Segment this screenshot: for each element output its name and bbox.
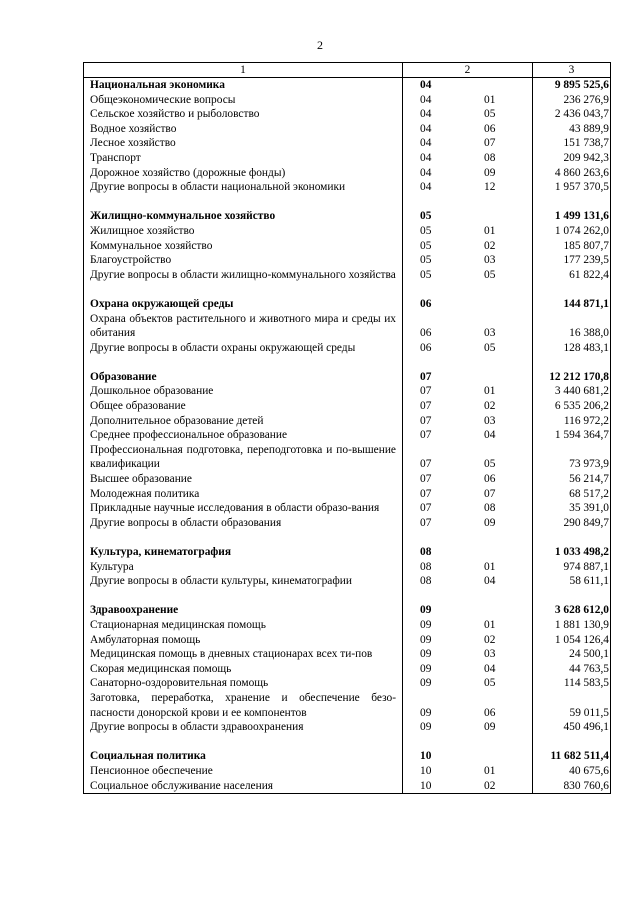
row-codes — [403, 224, 533, 239]
row-codes — [403, 779, 533, 794]
spacer-row — [84, 735, 611, 750]
row-amount: 144 871,1 — [533, 297, 611, 312]
row-codes — [403, 122, 533, 137]
section-code: 05 — [420, 210, 432, 223]
section-code: 04 — [420, 93, 432, 106]
section-total-row — [84, 209, 611, 224]
row-amount: 44 763,5 — [533, 662, 611, 677]
row-amount: 1 033 498,2 — [533, 545, 611, 560]
row-name: Культура — [84, 560, 403, 575]
row-codes — [403, 603, 533, 618]
row-amount: 58 611,1 — [533, 574, 611, 589]
table-row — [84, 122, 611, 137]
spacer-cell — [84, 589, 403, 604]
row-name: Прикладные научные исследования в области образо-вания — [84, 501, 403, 516]
subsection-code: 05 — [484, 458, 496, 471]
subsection-code: 06 — [484, 473, 496, 486]
row-name: Социальное обслуживание населения — [84, 779, 403, 794]
table-row — [84, 662, 611, 677]
section-code: 04 — [420, 108, 432, 121]
section-code: 04 — [420, 122, 432, 135]
section-code: 06 — [420, 297, 432, 310]
subsection-code: 01 — [484, 224, 496, 237]
table-row — [84, 414, 611, 429]
table-row — [84, 341, 611, 356]
row-codes — [403, 647, 533, 662]
row-codes — [403, 516, 533, 531]
row-name: Социальная политика — [84, 749, 403, 764]
row-codes — [403, 633, 533, 648]
row-name: Лесное хозяйство — [84, 136, 403, 151]
row-amount: 185 807,7 — [533, 239, 611, 254]
section-total-row — [84, 749, 611, 764]
section-code: 04 — [420, 137, 432, 150]
spacer-cell — [533, 530, 611, 545]
subsection-code: 02 — [484, 400, 496, 413]
row-name: Другие вопросы в области культуры, кинематографии — [84, 574, 403, 589]
row-amount: 450 496,1 — [533, 720, 611, 735]
row-amount: 1 074 262,0 — [533, 224, 611, 239]
row-amount: 974 887,1 — [533, 560, 611, 575]
row-codes — [403, 399, 533, 414]
table-body — [84, 78, 611, 794]
row-codes — [403, 151, 533, 166]
row-amount: 128 483,1 — [533, 341, 611, 356]
row-name: Медицинская помощь в дневных стационарах всех ти-пов — [84, 647, 403, 662]
spacer-cell — [403, 282, 533, 297]
subsection-code: 09 — [484, 516, 496, 529]
subsection-code: 02 — [484, 779, 496, 792]
row-codes — [403, 501, 533, 516]
row-codes — [403, 691, 533, 720]
section-code: 09 — [420, 648, 432, 661]
spacer-cell — [403, 355, 533, 370]
row-codes — [403, 78, 533, 93]
section-code: 07 — [420, 429, 432, 442]
row-amount: 68 517,2 — [533, 487, 611, 502]
subsection-code: 06 — [484, 122, 496, 135]
row-amount: 16 388,0 — [533, 312, 611, 341]
table-row — [84, 268, 611, 283]
row-amount: 177 239,5 — [533, 253, 611, 268]
section-code: 09 — [420, 677, 432, 690]
section-code: 06 — [420, 341, 432, 354]
spacer-row — [84, 589, 611, 604]
row-codes — [403, 676, 533, 691]
row-codes — [403, 166, 533, 181]
subsection-code: 03 — [484, 648, 496, 661]
section-code: 09 — [420, 721, 432, 734]
row-codes — [403, 268, 533, 283]
column-header-amount: 3 — [533, 63, 611, 78]
table-row — [84, 501, 611, 516]
row-name: Высшее образование — [84, 472, 403, 487]
table-row — [84, 253, 611, 268]
page-number: 2 — [317, 38, 323, 52]
row-name: Другие вопросы в области охраны окружающей среды — [84, 341, 403, 356]
row-name: Заготовка, переработка, хранение и обеспечение безо-пасности донорской крови и ее компонентов — [84, 691, 403, 720]
row-amount: 1 054 126,4 — [533, 633, 611, 648]
row-amount: 116 972,2 — [533, 414, 611, 429]
section-code: 07 — [420, 414, 432, 427]
row-amount: 35 391,0 — [533, 501, 611, 516]
row-codes — [403, 560, 533, 575]
section-code: 05 — [420, 239, 432, 252]
table-row — [84, 779, 611, 794]
subsection-code: 09 — [484, 721, 496, 734]
subsection-code: 06 — [484, 706, 496, 719]
row-name: Коммунальное хозяйство — [84, 239, 403, 254]
row-name: Молодежная политика — [84, 487, 403, 502]
table-row — [84, 487, 611, 502]
row-amount: 114 583,5 — [533, 676, 611, 691]
row-name: Другие вопросы в области здравоохранения — [84, 720, 403, 735]
row-amount: 830 760,6 — [533, 779, 611, 794]
row-name: Транспорт — [84, 151, 403, 166]
row-amount: 236 276,9 — [533, 93, 611, 108]
row-amount: 73 973,9 — [533, 443, 611, 472]
subsection-code: 01 — [484, 93, 496, 106]
spacer-cell — [403, 589, 533, 604]
spacer-cell — [403, 735, 533, 750]
section-code: 07 — [420, 473, 432, 486]
section-total-row — [84, 545, 611, 560]
section-code: 10 — [420, 750, 432, 763]
subsection-code: 05 — [484, 341, 496, 354]
table-row — [84, 428, 611, 443]
row-codes — [403, 472, 533, 487]
spacer-cell — [403, 530, 533, 545]
section-total-row — [84, 297, 611, 312]
row-codes — [403, 341, 533, 356]
row-amount: 4 860 263,6 — [533, 166, 611, 181]
subsection-code: 01 — [484, 560, 496, 573]
row-amount: 56 214,7 — [533, 472, 611, 487]
spacer-cell — [84, 355, 403, 370]
table-row — [84, 151, 611, 166]
section-code: 04 — [420, 181, 432, 194]
row-amount: 209 942,3 — [533, 151, 611, 166]
subsection-code: 03 — [484, 414, 496, 427]
spacer-row — [84, 282, 611, 297]
subsection-code: 02 — [484, 239, 496, 252]
spacer-cell — [84, 195, 403, 210]
section-code: 08 — [420, 575, 432, 588]
row-name: Санаторно-оздоровительная помощь — [84, 676, 403, 691]
row-amount: 9 895 525,6 — [533, 78, 611, 93]
spacer-row — [84, 530, 611, 545]
section-code: 05 — [420, 268, 432, 281]
row-name: Сельское хозяйство и рыболовство — [84, 107, 403, 122]
table-row — [84, 647, 611, 662]
row-amount: 1 499 131,6 — [533, 209, 611, 224]
table-row — [84, 633, 611, 648]
spacer-cell — [533, 195, 611, 210]
row-amount: 59 011,5 — [533, 691, 611, 720]
subsection-code: 08 — [484, 502, 496, 515]
section-code: 08 — [420, 560, 432, 573]
row-codes — [403, 312, 533, 341]
table-row — [84, 764, 611, 779]
row-name: Национальная экономика — [84, 78, 403, 93]
table-row — [84, 676, 611, 691]
subsection-code: 05 — [484, 108, 496, 121]
row-name: Среднее профессиональное образование — [84, 428, 403, 443]
section-code: 05 — [420, 254, 432, 267]
spacer-row — [84, 355, 611, 370]
spacer-cell — [533, 282, 611, 297]
row-name: Дошкольное образование — [84, 384, 403, 399]
row-codes — [403, 749, 533, 764]
table-row — [84, 384, 611, 399]
row-name: Общее образование — [84, 399, 403, 414]
table-row — [84, 93, 611, 108]
subsection-code: 04 — [484, 429, 496, 442]
section-total-row — [84, 78, 611, 93]
row-amount: 61 822,4 — [533, 268, 611, 283]
subsection-code: 05 — [484, 677, 496, 690]
row-name: Охрана объектов растительного и животного мира и среды их обитания — [84, 312, 403, 341]
row-codes — [403, 253, 533, 268]
table-row — [84, 136, 611, 151]
row-amount: 1 594 364,7 — [533, 428, 611, 443]
row-name: Жилищное хозяйство — [84, 224, 403, 239]
row-codes — [403, 720, 533, 735]
row-amount: 151 738,7 — [533, 136, 611, 151]
row-codes — [403, 93, 533, 108]
spacer-cell — [403, 195, 533, 210]
row-codes — [403, 209, 533, 224]
row-name: Другие вопросы в области жилищно-коммунального хозяйства — [84, 268, 403, 283]
subsection-code: 09 — [484, 166, 496, 179]
row-codes — [403, 487, 533, 502]
row-codes — [403, 370, 533, 385]
subsection-code: 07 — [484, 487, 496, 500]
row-name: Культура, кинематография — [84, 545, 403, 560]
spacer-cell — [84, 530, 403, 545]
row-name: Образование — [84, 370, 403, 385]
section-code: 07 — [420, 400, 432, 413]
row-codes — [403, 428, 533, 443]
section-code: 07 — [420, 370, 432, 383]
row-codes — [403, 618, 533, 633]
table-row — [84, 516, 611, 531]
row-codes — [403, 239, 533, 254]
section-code: 04 — [420, 151, 432, 164]
row-amount: 12 212 170,8 — [533, 370, 611, 385]
row-name: Здравоохранение — [84, 603, 403, 618]
subsection-code: 01 — [484, 764, 496, 777]
row-amount: 2 436 043,7 — [533, 107, 611, 122]
subsection-code: 08 — [484, 151, 496, 164]
spacer-cell — [84, 735, 403, 750]
row-name: Пенсионное обеспечение — [84, 764, 403, 779]
table-row — [84, 574, 611, 589]
row-name: Другие вопросы в области образования — [84, 516, 403, 531]
row-name: Другие вопросы в области национальной экономики — [84, 180, 403, 195]
table-row — [84, 180, 611, 195]
subsection-code: 01 — [484, 385, 496, 398]
row-name: Стационарная медицинская помощь — [84, 618, 403, 633]
column-header-codes: 2 — [403, 63, 533, 78]
section-total-row — [84, 370, 611, 385]
spacer-cell — [533, 589, 611, 604]
row-amount: 290 849,7 — [533, 516, 611, 531]
subsection-code: 01 — [484, 618, 496, 631]
row-amount: 1 881 130,9 — [533, 618, 611, 633]
section-total-row — [84, 603, 611, 618]
table-row — [84, 472, 611, 487]
table-header-row — [84, 63, 611, 78]
row-name: Водное хозяйство — [84, 122, 403, 137]
subsection-code: 02 — [484, 633, 496, 646]
spacer-cell — [533, 735, 611, 750]
row-amount: 43 889,9 — [533, 122, 611, 137]
section-code: 09 — [420, 662, 432, 675]
spacer-cell — [84, 282, 403, 297]
table-row — [84, 224, 611, 239]
table-row — [84, 560, 611, 575]
section-code: 09 — [420, 633, 432, 646]
row-amount: 40 675,6 — [533, 764, 611, 779]
row-amount: 11 682 511,4 — [533, 749, 611, 764]
spacer-cell — [533, 355, 611, 370]
row-codes — [403, 545, 533, 560]
row-name: Охрана окружающей среды — [84, 297, 403, 312]
subsection-code: 07 — [484, 137, 496, 150]
budget-table — [83, 62, 611, 794]
section-code: 08 — [420, 546, 432, 558]
row-name: Профессиональная подготовка, переподготовка и по-вышение квалификации — [84, 443, 403, 472]
section-code: 07 — [420, 385, 432, 398]
table-row — [84, 443, 611, 472]
row-amount: 6 535 206,2 — [533, 399, 611, 414]
row-amount: 3 440 681,2 — [533, 384, 611, 399]
row-codes — [403, 414, 533, 429]
table-row — [84, 720, 611, 735]
row-name: Дорожное хозяйство (дорожные фонды) — [84, 166, 403, 181]
section-code: 09 — [420, 706, 432, 719]
row-name: Общеэкономические вопросы — [84, 93, 403, 108]
section-code: 09 — [420, 604, 432, 617]
table-row — [84, 107, 611, 122]
subsection-code: 04 — [484, 575, 496, 588]
table-row — [84, 312, 611, 341]
section-code: 07 — [420, 516, 432, 529]
row-amount: 1 957 370,5 — [533, 180, 611, 195]
table-row — [84, 166, 611, 181]
table-row — [84, 399, 611, 414]
row-codes — [403, 443, 533, 472]
section-code: 09 — [420, 618, 432, 631]
row-name: Благоустройство — [84, 253, 403, 268]
section-code: 04 — [420, 79, 432, 91]
subsection-code: 04 — [484, 662, 496, 675]
subsection-code: 05 — [484, 268, 496, 281]
row-name: Скорая медицинская помощь — [84, 662, 403, 677]
row-codes — [403, 574, 533, 589]
section-code: 06 — [420, 327, 432, 340]
table-row — [84, 239, 611, 254]
row-codes — [403, 662, 533, 677]
row-name: Дополнительное образование детей — [84, 414, 403, 429]
subsection-code: 03 — [484, 327, 496, 340]
column-header-name: 1 — [84, 63, 403, 78]
spacer-row — [84, 195, 611, 210]
row-amount: 3 628 612,0 — [533, 603, 611, 618]
row-name: Жилищно-коммунальное хозяйство — [84, 209, 403, 224]
subsection-code: 03 — [484, 254, 496, 267]
section-code: 05 — [420, 224, 432, 237]
section-code: 04 — [420, 166, 432, 179]
section-code: 07 — [420, 487, 432, 500]
row-codes — [403, 297, 533, 312]
table-row — [84, 691, 611, 720]
row-amount: 24 500,1 — [533, 647, 611, 662]
section-code: 10 — [420, 779, 432, 792]
row-codes — [403, 136, 533, 151]
table-row — [84, 618, 611, 633]
section-code: 07 — [420, 502, 432, 515]
row-codes — [403, 107, 533, 122]
row-codes — [403, 764, 533, 779]
section-code: 10 — [420, 764, 432, 777]
subsection-code: 12 — [484, 181, 496, 194]
row-codes — [403, 384, 533, 399]
row-name: Амбулаторная помощь — [84, 633, 403, 648]
section-code: 07 — [420, 458, 432, 471]
row-codes — [403, 180, 533, 195]
